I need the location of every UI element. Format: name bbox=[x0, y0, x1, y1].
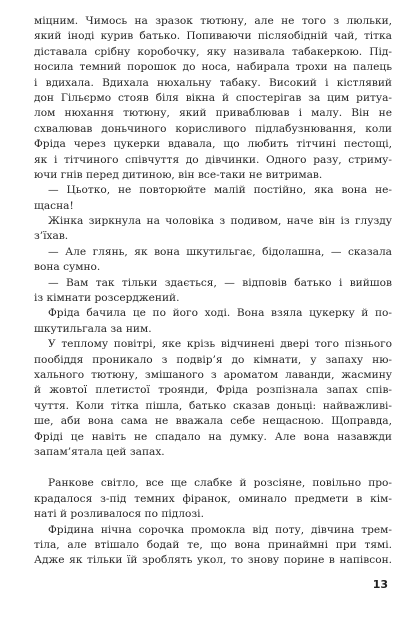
text-line: щасна! bbox=[34, 199, 74, 212]
text-line: Жінка зиркнула на чоловіка з подивом, наче він із глузду bbox=[48, 215, 392, 228]
text-line: й жовтої плетистої троянди, Фріда розпізнала запах спів- bbox=[34, 384, 392, 397]
text-line: і вдихала. Вдихала нюхальну табаку. Високий і кістлявий bbox=[34, 76, 392, 89]
text-line: міцним. Чимось на зразок тютюну, але не того з люльки, bbox=[34, 15, 392, 27]
text-line: як і тітчиного співчуття до дівчинки. Одного разу, стриму- bbox=[34, 153, 392, 166]
text-section-2 bbox=[34, 476, 392, 568]
text-line: Фрідина нічна сорочка промокла від поту, дівчина трем- bbox=[48, 523, 392, 536]
text-line: схвалював доньчиного корисливого підлабузнювання, коли bbox=[34, 122, 392, 135]
text-line: носила темний порошок до носа, набирала трохи на палець bbox=[34, 61, 392, 74]
text-line: Фріда через цукерки вдавала, що любить тітчині пестощі, bbox=[34, 138, 392, 151]
text-line: дон Гільєрмо стояв біля вікна й спостерігав за цим ритуа- bbox=[34, 91, 392, 104]
text-line: ючи гнів перед дитиною, він все-таки не витримав. bbox=[34, 168, 323, 181]
text-line: хального тютюну, змішаного з ароматом лаванди, жасмину bbox=[34, 368, 392, 381]
text-line: шкутильгала за ним. bbox=[34, 322, 152, 335]
text-line: Адже як тільки їй зроблять укол, то знову порине в напівсон. bbox=[34, 554, 392, 567]
text-line: тіла, але втішало бодай те, що вона принаймні при тямі. bbox=[34, 538, 392, 551]
text-line: крадалося з-під темних фіранок, оминало предмети в кім- bbox=[34, 492, 392, 505]
text-line: ше, аби вона сама не вважала себе нещасною. Щоправда, bbox=[34, 415, 392, 428]
text-line: Фріді це навіть не спадало на думку. Але вона назавжди bbox=[34, 430, 392, 443]
text-line: Фріда бачила це по його ході. Вона взяла цукерку й по- bbox=[48, 307, 392, 320]
text-line: — Але глянь, як вона шкутильгає, бідолашна, — сказала bbox=[48, 245, 392, 258]
text-line: запам’ятала цей запах. bbox=[34, 445, 165, 458]
text-line: який іноді курив батько. Попиваючи післяобідній чай, тітка bbox=[34, 30, 392, 43]
text-line: Ранкове світло, все ще слабке й розсіяне, повільно про- bbox=[48, 477, 392, 490]
text-line: У теплому повітрі, яке крізь відчинені двері того пізнього bbox=[48, 338, 392, 351]
text-line: лом нюхання тютюну, який приваблював і малу. Він не bbox=[34, 107, 392, 120]
text-line: наті й розливалося по підлозі. bbox=[34, 508, 204, 521]
text-line: вона сумно. bbox=[34, 261, 101, 274]
text-line: із кімнати розсерджений. bbox=[34, 292, 180, 305]
text-line: пообіддя проникало з подвір’я до кімнати, у запаху ню- bbox=[34, 353, 392, 366]
text-line: з’їхав. bbox=[34, 230, 69, 243]
section-break bbox=[34, 460, 392, 476]
text-line: — Цьотко, не повторюйте малій постійно, яка вона не- bbox=[48, 184, 392, 197]
text-line: — Вам так тільки здається, — відповів батько і вийшов bbox=[48, 276, 392, 289]
text-line: чуття. Коли тітка пішла, батько сказав доньці: найважливі- bbox=[34, 399, 392, 412]
page-number: 13 bbox=[372, 578, 388, 591]
body-text bbox=[34, 14, 392, 569]
text-line: діставала срібну коробочку, яку називала табакеркою. Під- bbox=[34, 45, 392, 58]
text-section-1 bbox=[34, 14, 392, 460]
